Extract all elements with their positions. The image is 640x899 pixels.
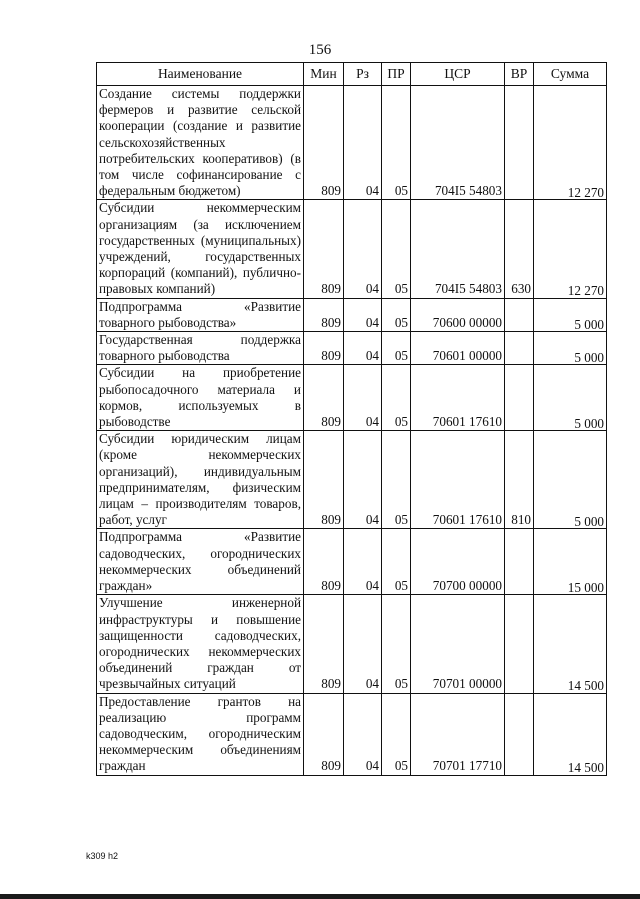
- row-pr: 05: [382, 693, 411, 775]
- row-pr: 05: [382, 86, 411, 200]
- table-row: [97, 332, 607, 365]
- row-min: 809: [304, 431, 344, 529]
- row-min: 809: [304, 86, 344, 200]
- footer-code: k309 h2: [86, 851, 119, 861]
- table-row: [97, 693, 607, 775]
- row-csr: 70601 00000: [411, 332, 505, 365]
- header-row: [97, 63, 607, 86]
- row-sum: 15 000: [534, 531, 607, 597]
- row-sum: 5 000: [534, 300, 607, 333]
- row-name: Субсидии юридическим лицам (кроме некоммерческих организаций), индивидуальным предпринимателям, физическим лицам – производителям товаров, работ, услуг: [97, 431, 304, 529]
- table-row: [97, 595, 607, 693]
- header-vr: ВР: [505, 63, 534, 86]
- row-sum: 5 000: [534, 367, 607, 433]
- row-csr: 70701 17710: [411, 693, 505, 775]
- row-vr: [505, 595, 534, 693]
- row-sum: 14 500: [534, 597, 607, 695]
- row-rz: 04: [344, 529, 382, 595]
- row-min: 809: [304, 298, 344, 331]
- table-row: [97, 298, 607, 331]
- row-pr: 05: [382, 431, 411, 529]
- row-sum: 14 500: [534, 695, 607, 777]
- row-vr: [505, 365, 534, 431]
- row-vr: [505, 332, 534, 365]
- row-csr: 704I5 54803: [411, 86, 505, 200]
- row-min: 809: [304, 595, 344, 693]
- row-csr: 70600 00000: [411, 298, 505, 331]
- row-pr: 05: [382, 298, 411, 331]
- row-rz: 04: [344, 595, 382, 693]
- row-rz: 04: [344, 431, 382, 529]
- row-sum: 12 270: [534, 88, 607, 202]
- row-min: 809: [304, 529, 344, 595]
- page-number: 156: [308, 42, 332, 58]
- row-rz: 04: [344, 86, 382, 200]
- row-sum: 5 000: [534, 433, 607, 531]
- row-rz: 04: [344, 332, 382, 365]
- table-row: [97, 365, 607, 431]
- row-name: Улучшение инженерной инфраструктуры и повышение защищенности садоводческих, огороднических некоммерческих объединений граждан от чрезвычайных ситуаций: [97, 595, 304, 693]
- row-csr: 70700 00000: [411, 529, 505, 595]
- table-row: [97, 200, 607, 298]
- row-rz: 04: [344, 200, 382, 298]
- header-min: Мин: [304, 63, 344, 86]
- row-vr: [505, 529, 534, 595]
- row-vr: 630: [505, 200, 534, 298]
- row-name: Подпрограмма «Развитие товарного рыбоводства»: [97, 298, 304, 331]
- row-vr: 810: [505, 431, 534, 529]
- row-csr: 704I5 54803: [411, 200, 505, 298]
- row-csr: 70701 00000: [411, 595, 505, 693]
- row-vr: [505, 86, 534, 200]
- table-row: [97, 529, 607, 595]
- row-rz: 04: [344, 693, 382, 775]
- row-pr: 05: [382, 529, 411, 595]
- row-rz: 04: [344, 298, 382, 331]
- row-csr: 70601 17610: [411, 365, 505, 431]
- row-name: Субсидии на приобретение рыбопосадочного материала и кормов, используемых в рыбоводстве: [97, 365, 304, 431]
- row-sum: 12 270: [534, 202, 607, 300]
- row-name: Предоставление грантов на реализацию программ садоводческим, огородническим некоммерческим объединениям граждан: [97, 693, 304, 775]
- row-pr: 05: [382, 200, 411, 298]
- row-pr: 05: [382, 595, 411, 693]
- header-pr: ПР: [382, 63, 411, 86]
- row-min: 809: [304, 365, 344, 431]
- budget-table: [96, 62, 607, 776]
- row-name: Субсидии некоммерческим организациям (за исключением государственных (муниципальных) учреждений, государственных корпораций (компаний), публично-правовых компаний): [97, 200, 304, 298]
- row-rz: 04: [344, 365, 382, 431]
- row-vr: [505, 298, 534, 331]
- row-csr: 70601 17610: [411, 431, 505, 529]
- table-row: [97, 431, 607, 529]
- row-name: Создание системы поддержки фермеров и развитие сельской кооперации (создание и развитие сельскохозяйственных потребительских кооперативов) (в том числе софинансирование с федеральным бюджетом): [97, 86, 304, 200]
- row-min: 809: [304, 693, 344, 775]
- header-name: Наименование: [97, 63, 304, 86]
- row-pr: 05: [382, 332, 411, 365]
- row-sum: 5 000: [534, 334, 607, 367]
- header-csr: ЦСР: [411, 63, 505, 86]
- row-name: Государственная поддержка товарного рыбоводства: [97, 332, 304, 365]
- row-min: 809: [304, 200, 344, 298]
- table-row: [97, 86, 607, 200]
- header-sum: Сумма: [534, 63, 607, 86]
- scan-edge: [0, 894, 640, 899]
- row-name: Подпрограмма «Развитие садоводческих, огороднических некоммерческих объединений граждан»: [97, 529, 304, 595]
- header-rz: Рз: [344, 63, 382, 86]
- row-pr: 05: [382, 365, 411, 431]
- row-min: 809: [304, 332, 344, 365]
- row-vr: [505, 693, 534, 775]
